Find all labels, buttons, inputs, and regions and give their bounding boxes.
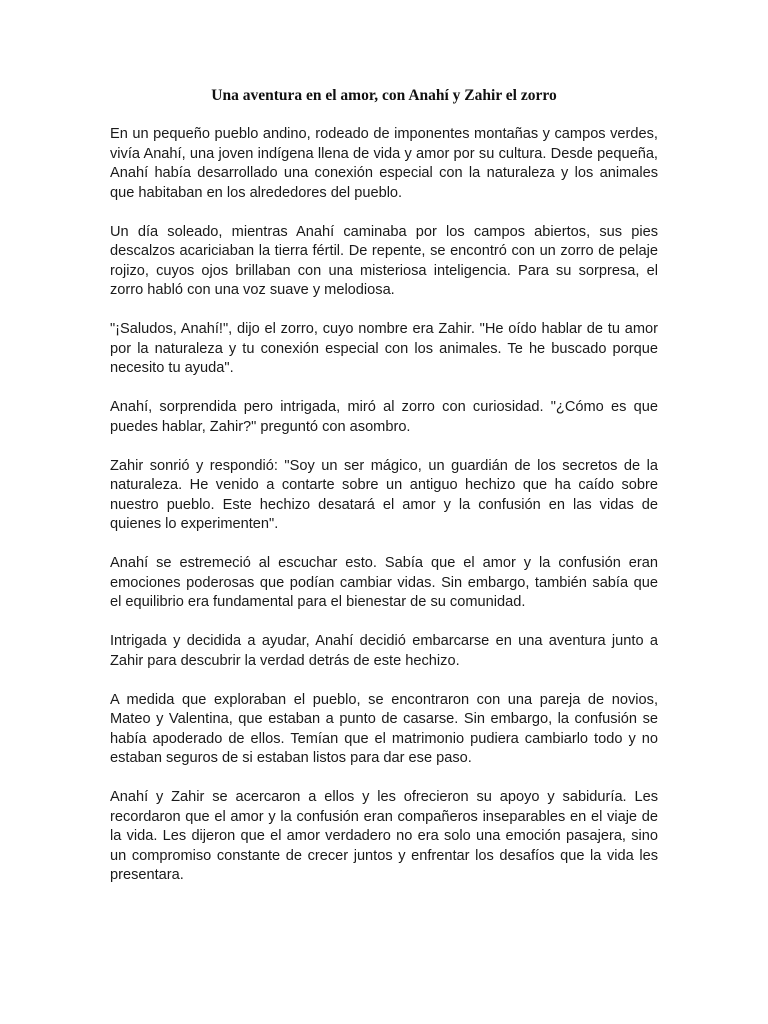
paragraph: En un pequeño pueblo andino, rodeado de imponentes montañas y campos verdes, vivía Anahí, una joven indígena llena de vida y amor por su cultura. Desde pequeña, Anahí había desarrollado una conexión especial con la naturaleza y los animales que habitaban en los alrededores del pueblo. [110, 126, 658, 201]
paragraph: A medida que exploraban el pueblo, se encontraron con una pareja de novios, Mateo y Valentina, que estaban a punto de casarse. Sin embargo, la confusión se había apoderado de ellos. Temían que el matrimonio pudiera cambiarlo todo y no estaban seguros de si estaban listos para dar ese paso. [110, 691, 658, 766]
paragraph: Anahí se estremeció al escuchar esto. Sabía que el amor y la confusión eran emociones poderosas que podían cambiar vidas. Sin embargo, también sabía que el equilibrio era fundamental para el bienestar de su comunidad. [110, 555, 658, 610]
document-title: Una aventura en el amor, con Anahí y Zahir el zorro [211, 87, 557, 104]
paragraph: "¡Saludos, Anahí!", dijo el zorro, cuyo nombre era Zahir. "He oído hablar de tu amor por la naturaleza y tu conexión especial con los animales. Te he buscado porque necesito tu ayuda". [110, 321, 658, 376]
paragraph: Un día soleado, mientras Anahí caminaba por los campos abiertos, sus pies descalzos acariciaban la tierra fértil. De repente, se encontró con un zorro de pelaje rojizo, cuyos ojos brillaban con una misteriosa inteligencia. Para su sorpresa, el zorro habló con una voz suave y melodiosa. [110, 223, 658, 298]
paragraph: Intrigada y decidida a ayudar, Anahí decidió embarcarse en una aventura junto a Zahir para descubrir la verdad detrás de este hechizo. [110, 633, 658, 669]
paragraph: Anahí y Zahir se acercaron a ellos y les ofrecieron su apoyo y sabiduría. Les recordaron que el amor y la confusión eran compañeros inseparables en el viaje de la vida. Les dijeron que el amor verdadero no era solo una emoción pasajera, sino un compromiso constante de crecer juntos y enfrentar los desafíos que la vida les presentara. [110, 789, 658, 883]
document-body [110, 125, 658, 905]
paragraph: Zahir sonrió y respondió: "Soy un ser mágico, un guardián de los secretos de la naturaleza. He venido a contarte sobre un antiguo hechizo que ha caído sobre nuestro pueblo. Este hechizo desatará el amor y la confusión en las vidas de quienes lo experimenten". [110, 457, 658, 532]
paragraph: Anahí, sorprendida pero intrigada, miró al zorro con curiosidad. "¿Cómo es que puedes hablar, Zahir?" preguntó con asombro. [110, 399, 658, 435]
